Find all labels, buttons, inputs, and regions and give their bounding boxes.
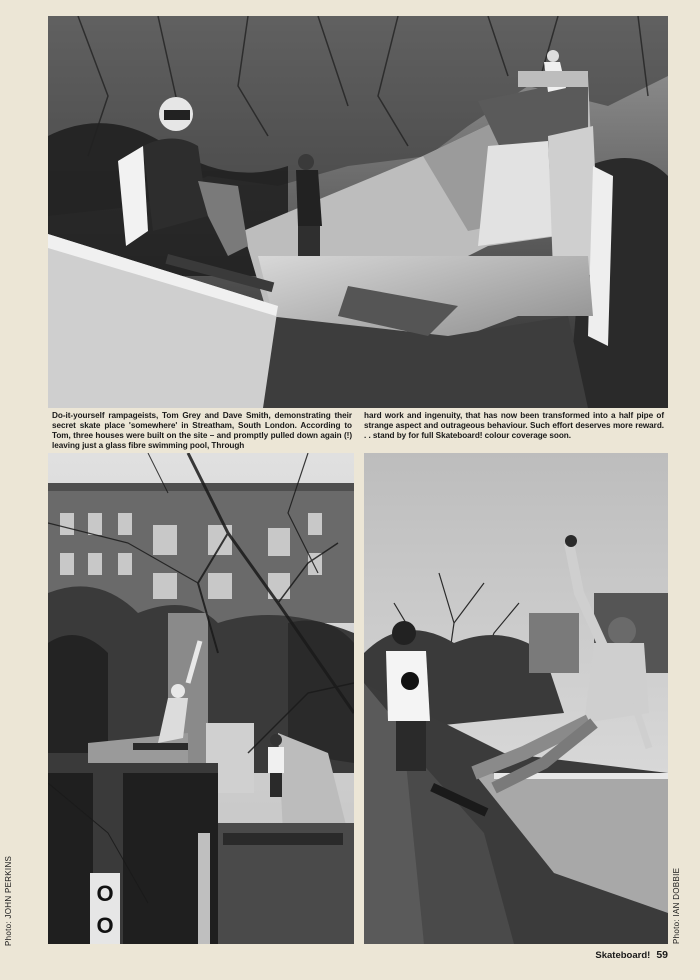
photo-left-image xyxy=(48,453,354,944)
photo-half-pipe-top xyxy=(48,16,668,408)
photo-credit-right: Photo: IAN DOBBIE xyxy=(672,867,681,944)
signage-letter-2: O xyxy=(96,913,114,938)
photo-half-pipe-houses xyxy=(48,453,354,944)
caption-column-right: hard work and ingenuity, that has now been transformed into a half pipe of strange aspect and outrageous behaviour. Such effort deserves more reward. . . stand by for full Skateboard! colour coverage soon. xyxy=(364,411,664,440)
signage-letter-1: O xyxy=(96,881,114,906)
page-number: 59 xyxy=(656,949,668,961)
page-folio xyxy=(595,949,668,961)
photo-top-image xyxy=(48,16,668,408)
photo-credit-left: Photo: JOHN PERKINS xyxy=(4,855,13,946)
magazine-name: Skateboard! xyxy=(595,950,651,961)
photo-skater-carving xyxy=(364,453,668,944)
caption-column-left: Do-it-yourself rampageists, Tom Grey and Dave Smith, demonstrating their secret skate place 'somewhere' in Streatham, South London. According to Tom, three houses were built on the site – and promptly pulled down again (!) leaving just a glass fibre swimming pool, Through xyxy=(52,411,352,450)
photo-right-image xyxy=(364,453,668,944)
